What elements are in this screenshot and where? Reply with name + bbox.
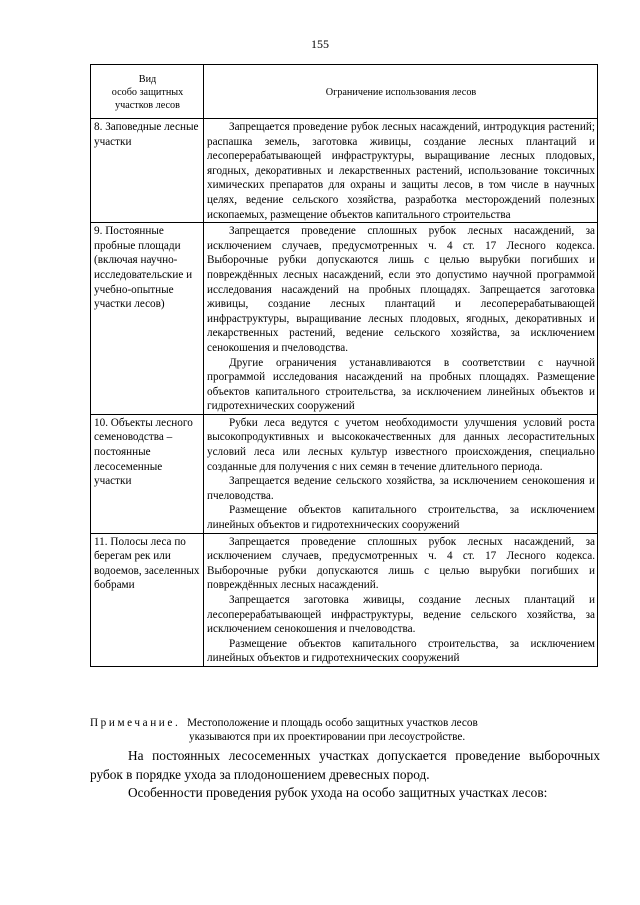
note-text-line2: указываются при их проектировании при лесоустройстве. bbox=[189, 731, 466, 744]
page-number: 155 bbox=[311, 37, 329, 51]
restriction-paragraph: Запрещается проведение рубок лесных насаждений, интродукция растений; распашка земель, заготовка живицы, создание лесных плантаций и лесоперерабатывающей инфраструктуры, выращивание лесных плодовых, ягодных, декоративных и лекарственных растений, использование токсичных химических препаратов для охраны и защиты лесов, в том числе в научных целях, ведение сельского хозяйства, разработка месторождений полезных ископаемых, размещение объектов капитального строительства bbox=[207, 121, 595, 221]
header-restriction bbox=[204, 65, 598, 119]
restriction-paragraph: Рубки леса ведутся с учетом необходимости улучшения условий роста высокопродуктивных и высококачественных для данных лесорастительных условий леса или лесных культур известного происхождения, специально созданные для получения с них семян в течение длительного периода. bbox=[207, 416, 595, 473]
restrictions-table-container bbox=[90, 64, 597, 667]
restriction-paragraph: Запрещается заготовка живицы, создание лесных плантаций и лесоперерабатывающей инфраструктуры, ведение сельского хозяйства, за исключением сенокошения и пчеловодства. bbox=[207, 594, 595, 636]
restriction-paragraph: Размещение объектов капитального строительства, за исключением линейных объектов и гидротехнических сооружений bbox=[207, 504, 595, 532]
table-note bbox=[90, 716, 600, 744]
note-text-line1: Местоположение и площадь особо защитных участков лесов bbox=[187, 717, 478, 729]
restriction-cell bbox=[204, 119, 598, 223]
area-type-cell: 9. Постоянные пробные площади (включая научно-исследовательские и учебно-опытные участки лесов) bbox=[91, 223, 204, 415]
restriction-paragraph: Другие ограничения устанавливаются в соответствии с научной программой исследования насаждений на пробных площадях. Размещение объектов капитального строительства, за исключением линейных объектов и гидротехнических сооружений bbox=[207, 356, 595, 413]
header-area-type-label: Вид особо защитных участков лесов bbox=[111, 73, 184, 111]
area-type-cell: 8. Заповедные лесные участки bbox=[91, 119, 204, 223]
body-paragraph: Особенности проведения рубок ухода на особо защитных участках лесов: bbox=[128, 785, 548, 801]
body-paragraph: На постоянных лесосеменных участках допускается проведение выборочных рубок в порядке ухода за плодоношением древесных пород. bbox=[90, 748, 600, 782]
restriction-cell bbox=[204, 223, 598, 415]
restriction-paragraph: Запрещается ведение сельского хозяйства, за исключением сенокошения и пчеловодства. bbox=[207, 475, 595, 502]
restriction-paragraph: Запрещается проведение сплошных рубок лесных насаждений, за исключением случаев, предусмотренных ч. 4 ст. 17 Лесного кодекса. Выборочные рубки допускаются лишь с целью вырубки погибших и повреждённых лесных насаждений, если это допустимо научной программой исследования насаждений на пробных площадях. Запрещается заготовка живицы, создание лесных плантаций и лесоперерабатывающей инфраструктуры, выращивание лесных плодовых, ягодных, декоративных и лекарственных растений, ведение сельского хозяйства, за исключением сенокошения и пчеловодства. bbox=[207, 225, 595, 354]
table-header-row bbox=[91, 65, 598, 119]
table-row bbox=[91, 533, 598, 666]
note-label: Примечание. bbox=[90, 717, 181, 729]
restriction-cell bbox=[204, 533, 598, 666]
header-area-type bbox=[91, 65, 204, 119]
restriction-paragraph: Запрещается проведение сплошных рубок лесных насаждений, за исключением случаев, предусмотренных ч. 4 ст. 17 Лесного кодекса. Выборочные рубки допускаются лишь с целью вырубки погибших и повреждённых лесных насаждений. bbox=[207, 535, 595, 592]
table-row bbox=[91, 414, 598, 533]
restrictions-table bbox=[90, 64, 598, 667]
area-type-cell: 11. Полосы леса по берегам рек или водоемов, заселенных бобрами bbox=[91, 533, 204, 666]
header-restriction-label: Ограничение использования лесов bbox=[325, 86, 477, 98]
restriction-paragraph: Размещение объектов капитального строительства, за исключением линейных объектов и гидротехнических сооружений bbox=[207, 637, 595, 665]
body-text bbox=[90, 747, 600, 803]
note-first-line bbox=[90, 716, 600, 730]
table-row bbox=[91, 223, 598, 415]
area-type-cell: 10. Объекты лесного семеноводства – постоянные лесосеменные участки bbox=[91, 414, 204, 533]
restriction-cell bbox=[204, 414, 598, 533]
table-row bbox=[91, 119, 598, 223]
